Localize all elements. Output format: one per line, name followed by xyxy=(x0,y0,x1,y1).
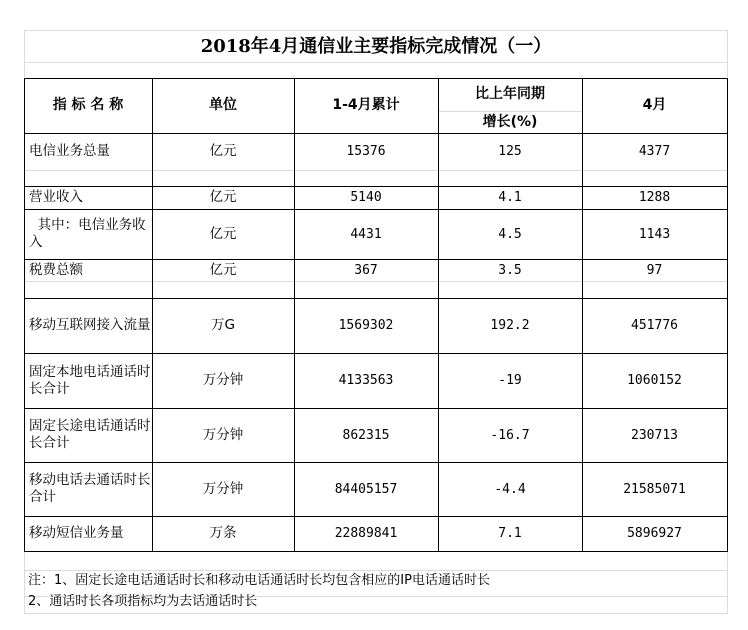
row-yoy: 7.1 xyxy=(498,526,522,541)
header-indicator-name: 指 标 名 称 xyxy=(52,97,124,113)
row-unit: 亿元 xyxy=(209,261,237,278)
row-ytd: 5140 xyxy=(350,190,382,205)
row-ytd: 22889841 xyxy=(334,526,398,541)
row-unit: 万分钟 xyxy=(202,372,244,388)
header-month: 4月 xyxy=(642,97,667,113)
row-unit: 万分钟 xyxy=(202,426,244,443)
header-unit: 单位 xyxy=(209,97,237,113)
header-yoy-line2: 增长(%) xyxy=(482,113,538,130)
row-month: 1060152 xyxy=(627,373,682,388)
row-month: 21585071 xyxy=(623,481,686,497)
row-ytd: 84405157 xyxy=(334,481,398,497)
grid-line xyxy=(24,281,728,282)
page-title: 2018年4月通信业主要指标完成情况（一） xyxy=(200,36,552,57)
row-month: 230713 xyxy=(631,427,678,443)
row-yoy: 4.5 xyxy=(498,226,522,242)
footnote-2: 2、通话时长各项指标均为去话通话时长 xyxy=(28,594,258,609)
row-name: 税费总额 xyxy=(29,261,83,278)
row-month: 1288 xyxy=(638,190,671,205)
row-yoy: -16.7 xyxy=(490,427,530,443)
row-unit: 万分钟 xyxy=(202,480,244,497)
row-ytd: 367 xyxy=(354,262,378,278)
row-month: 451776 xyxy=(631,318,678,333)
header-yoy-line1: 比上年同期 xyxy=(475,86,545,102)
grid-line xyxy=(24,613,728,614)
row-name: 固定本地电话通话时长合计 xyxy=(29,363,151,397)
row-unit: 万条 xyxy=(209,525,237,541)
row-yoy: -19 xyxy=(498,373,522,388)
header-ytd: 1-4月累计 xyxy=(332,97,400,113)
grid-line xyxy=(24,30,728,31)
footnote-1: 注：1、固定长途电话通话时长和移动电话通话时长均包含相应的IP电话通话时长 xyxy=(28,573,490,588)
row-month: 5896927 xyxy=(627,526,682,541)
row-ytd: 4133563 xyxy=(338,373,394,388)
row-name: 营业收入 xyxy=(29,189,83,205)
grid-line xyxy=(24,170,728,171)
row-unit: 亿元 xyxy=(209,225,237,242)
row-yoy: 125 xyxy=(498,144,522,159)
row-month: 4377 xyxy=(638,144,671,159)
row-yoy: 3.5 xyxy=(498,262,522,278)
table-rule xyxy=(24,551,728,552)
row-yoy: 192.2 xyxy=(490,318,530,333)
row-unit: 万G xyxy=(211,317,235,333)
grid-line xyxy=(24,62,728,63)
row-name: 其中：电信业务收入 xyxy=(29,217,146,250)
row-month: 97 xyxy=(646,262,663,278)
grid-line xyxy=(24,570,728,571)
row-yoy: -4.4 xyxy=(494,481,526,497)
row-name: 电信业务总量 xyxy=(29,143,110,159)
row-unit: 亿元 xyxy=(209,143,237,159)
row-month: 1143 xyxy=(638,226,671,242)
row-yoy: 4.1 xyxy=(498,190,522,205)
table-rule xyxy=(727,78,728,551)
row-name: 移动电话去通话时长合计 xyxy=(29,472,151,505)
row-ytd: 1569302 xyxy=(338,318,394,333)
row-ytd: 4431 xyxy=(350,226,382,242)
row-name: 移动短信业务量 xyxy=(29,525,124,541)
row-unit: 亿元 xyxy=(209,189,237,205)
row-ytd: 15376 xyxy=(346,144,386,159)
row-name: 移动互联网接入流量 xyxy=(29,317,151,333)
row-name: 固定长途电话通话时长合计 xyxy=(29,418,151,451)
row-ytd: 862315 xyxy=(342,427,390,443)
